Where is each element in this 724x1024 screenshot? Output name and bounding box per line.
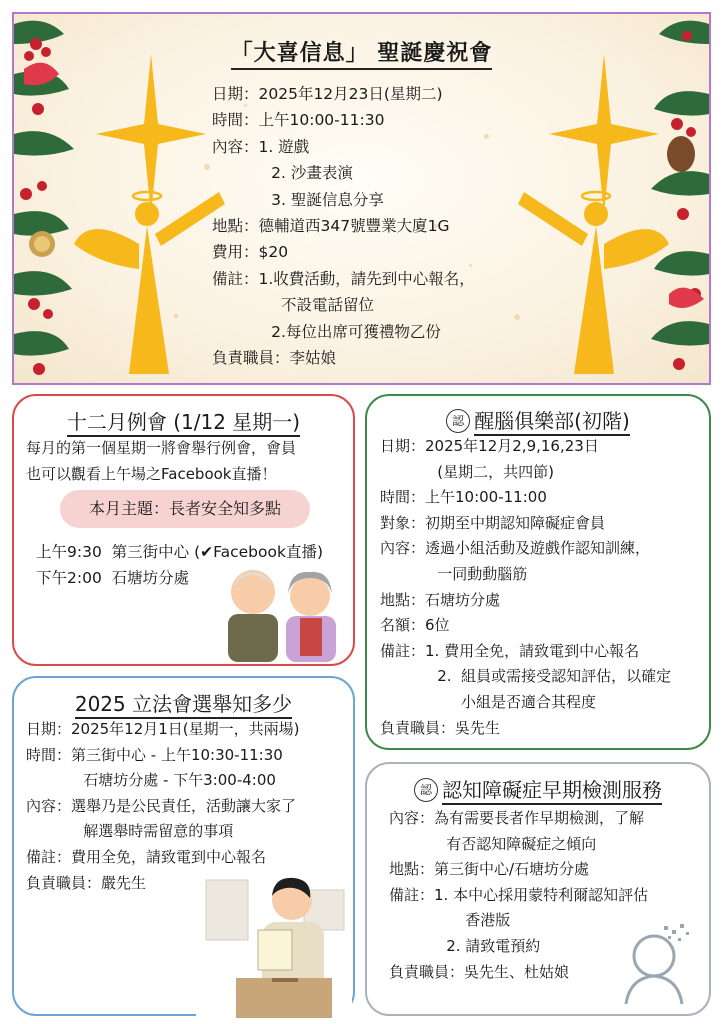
cognitive-badge-icon: 認 [446,409,470,433]
dementia-screening-title: 認 認知障礙症早期檢測服務 [365,774,711,803]
dementia-screening-details: 內容：為有需要長者作早期檢測，了解 有否認知障礙症之傾向 地點：第三街中心/石塘坊分處 備註：1. 本中心採用蒙特利爾認知評估 香港版 2. 請致電預約 負責職員：吳先生、杜姑娘 [389,809,649,981]
christmas-banner [12,12,711,385]
election-title: 2025 立法會選舉知多少 [12,688,355,717]
election-details: 日期：2025年12月1日(星期一，共兩場) 時間：第三街中心 - 上午10:30-11:30 石塘坊分處 - 下午3:00-4:00 內容：選舉乃是公民責任，活動讓大家了 解選舉時需留意的事項 備註：費用全免，請致電到中心報名 負責職員：嚴先生 [26,720,300,892]
banner-detail-line: 費用：$20 [212,243,289,262]
brain-club-title: 認 醒腦俱樂部(初階) [365,405,711,434]
banner-detail-line: 不設電話留位 [212,296,374,315]
meeting-schedule: 上午9:30 第三街中心 (✔Facebook直播) 下午2:00 石塘坊分處 [36,543,324,587]
banner-detail-line: 備註：1.收費活動，請先到中心報名， [212,269,475,288]
december-meeting-title: 十二月例會 (1/12 星期一) [12,406,355,435]
monthly-theme-badge: 本月主題：長者安全知多點 [60,490,310,528]
banner-detail-line: 內容：1. 遊戲 [212,137,310,156]
banner-details [212,81,475,371]
voter-illustration-icon [196,870,352,1018]
banner-detail-line: 負責職員：李姑娘 [212,349,337,368]
angel-icon [69,174,229,374]
banner-detail-line: 2. 沙畫表演 [212,164,353,183]
angel-icon [514,174,674,374]
banner-detail-line: 時間：上午10:00-11:30 [212,111,385,130]
brain-club-details: 日期：2025年12月2,9,16,23日 (星期二，共四節) 時間：上午10:00-11:00 對象：初期至中期認知障礙症會員 內容：透過小組活動及遊戲作認知訓練， 一同動動腦筋 地點：石塘坊分處 名額：6位 備註：1. 費用全免，請致電到中心報名 2. 組員或需接受認知評估，以確定 小組是否適合其程度 負責職員：吳先生 [380,437,672,737]
banner-detail-line: 2.每位出席可獲禮物乙份 [212,322,441,341]
elderly-couple-icon [218,566,342,666]
banner-detail-line: 地點：德輔道西347號豐業大廈1G [212,217,450,236]
december-meeting-description: 每月的第一個星期一將會舉行例會，會員 也可以觀看上午場之Facebook直播！ [26,439,297,483]
head-profile-icon [620,920,694,1004]
banner-title: 「大喜信息」 聖誕慶祝會 [14,36,709,67]
cognitive-badge-icon: 認 [414,778,438,802]
banner-detail-line: 3. 聖誕信息分享 [212,190,384,209]
banner-detail-line: 日期：2025年12月23日(星期二) [212,85,443,103]
